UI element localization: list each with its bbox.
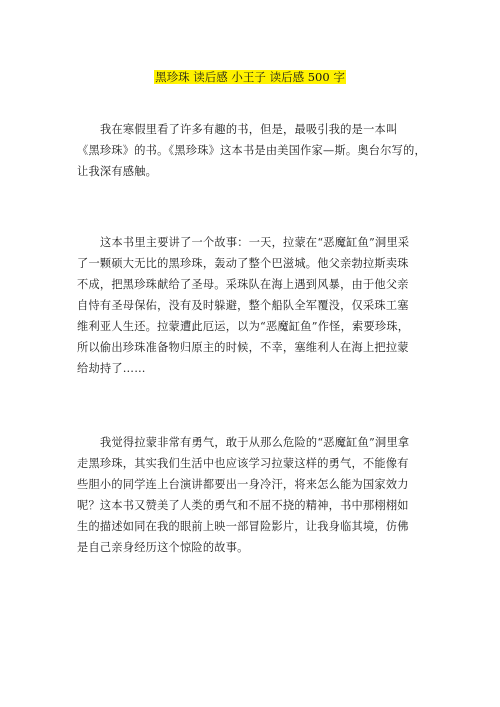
paragraph-line: 我觉得拉蒙非常有勇气，敢于从那么危险的“恶魔缸鱼”洞里拿 bbox=[100, 436, 410, 449]
paragraph-2 bbox=[77, 232, 429, 379]
title-row bbox=[0, 66, 500, 85]
paragraph-line: 些胆小的同学连上台演讲都要出一身冷汗，将来怎么能为国家效力 bbox=[77, 478, 409, 491]
paragraph-line: 给劫持了…… bbox=[77, 362, 146, 375]
paragraph-line: 了一颗硕大无比的黑珍珠，轰动了整个巴滋城。他父亲勃拉斯卖珠 bbox=[77, 257, 409, 270]
paragraph-line: 自恃有圣母保佑，没有及时躲避，整个船队全军覆没，仅采珠工塞 bbox=[77, 299, 409, 312]
paragraph-line: 生的描述如同在我的眼前上映一部冒险影片，让我身临其境，仿佛 bbox=[77, 520, 409, 533]
paragraph-line: 所以偷出珍珠准备物归原主的时候，不幸，塞维利人在海上把拉蒙 bbox=[77, 341, 409, 354]
paragraph-1 bbox=[77, 119, 429, 182]
paragraph-line: 这本书里主要讲了一个故事：一天，拉蒙在“恶魔缸鱼”洞里采 bbox=[100, 236, 410, 249]
paragraph-line: 我在寒假里看了许多有趣的书，但是，最吸引我的是一本叫 bbox=[100, 123, 398, 136]
paragraph-line: 是自己亲身经历这个惊险的故事。 bbox=[77, 541, 249, 554]
paragraph-line: 维利亚人生还。拉蒙遭此厄运，以为“恶魔缸鱼”作怪，索要珍珠， bbox=[77, 320, 410, 333]
paragraph-line: 让我深有感触。 bbox=[77, 165, 158, 178]
paragraph-3 bbox=[77, 432, 429, 558]
paragraph-line: 不成，把黑珍珠献给了圣母。采珠队在海上遇到风暴，由于他父亲 bbox=[77, 278, 409, 291]
paragraph-line: 《黑珍珠》的书。《黑珍珠》这本书是由美国作家—斯。奥台尔写的， bbox=[77, 144, 426, 157]
paragraph-line: 呢？这本书又赞美了人类的勇气和不屈不挠的精神，书中那栩栩如 bbox=[77, 499, 409, 512]
document-title: 黑珍珠 读后感 小王子 读后感 500 字 bbox=[155, 70, 345, 84]
paragraph-line: 走黑珍珠，其实我们生活中也应该学习拉蒙这样的勇气，不能像有 bbox=[77, 457, 409, 470]
